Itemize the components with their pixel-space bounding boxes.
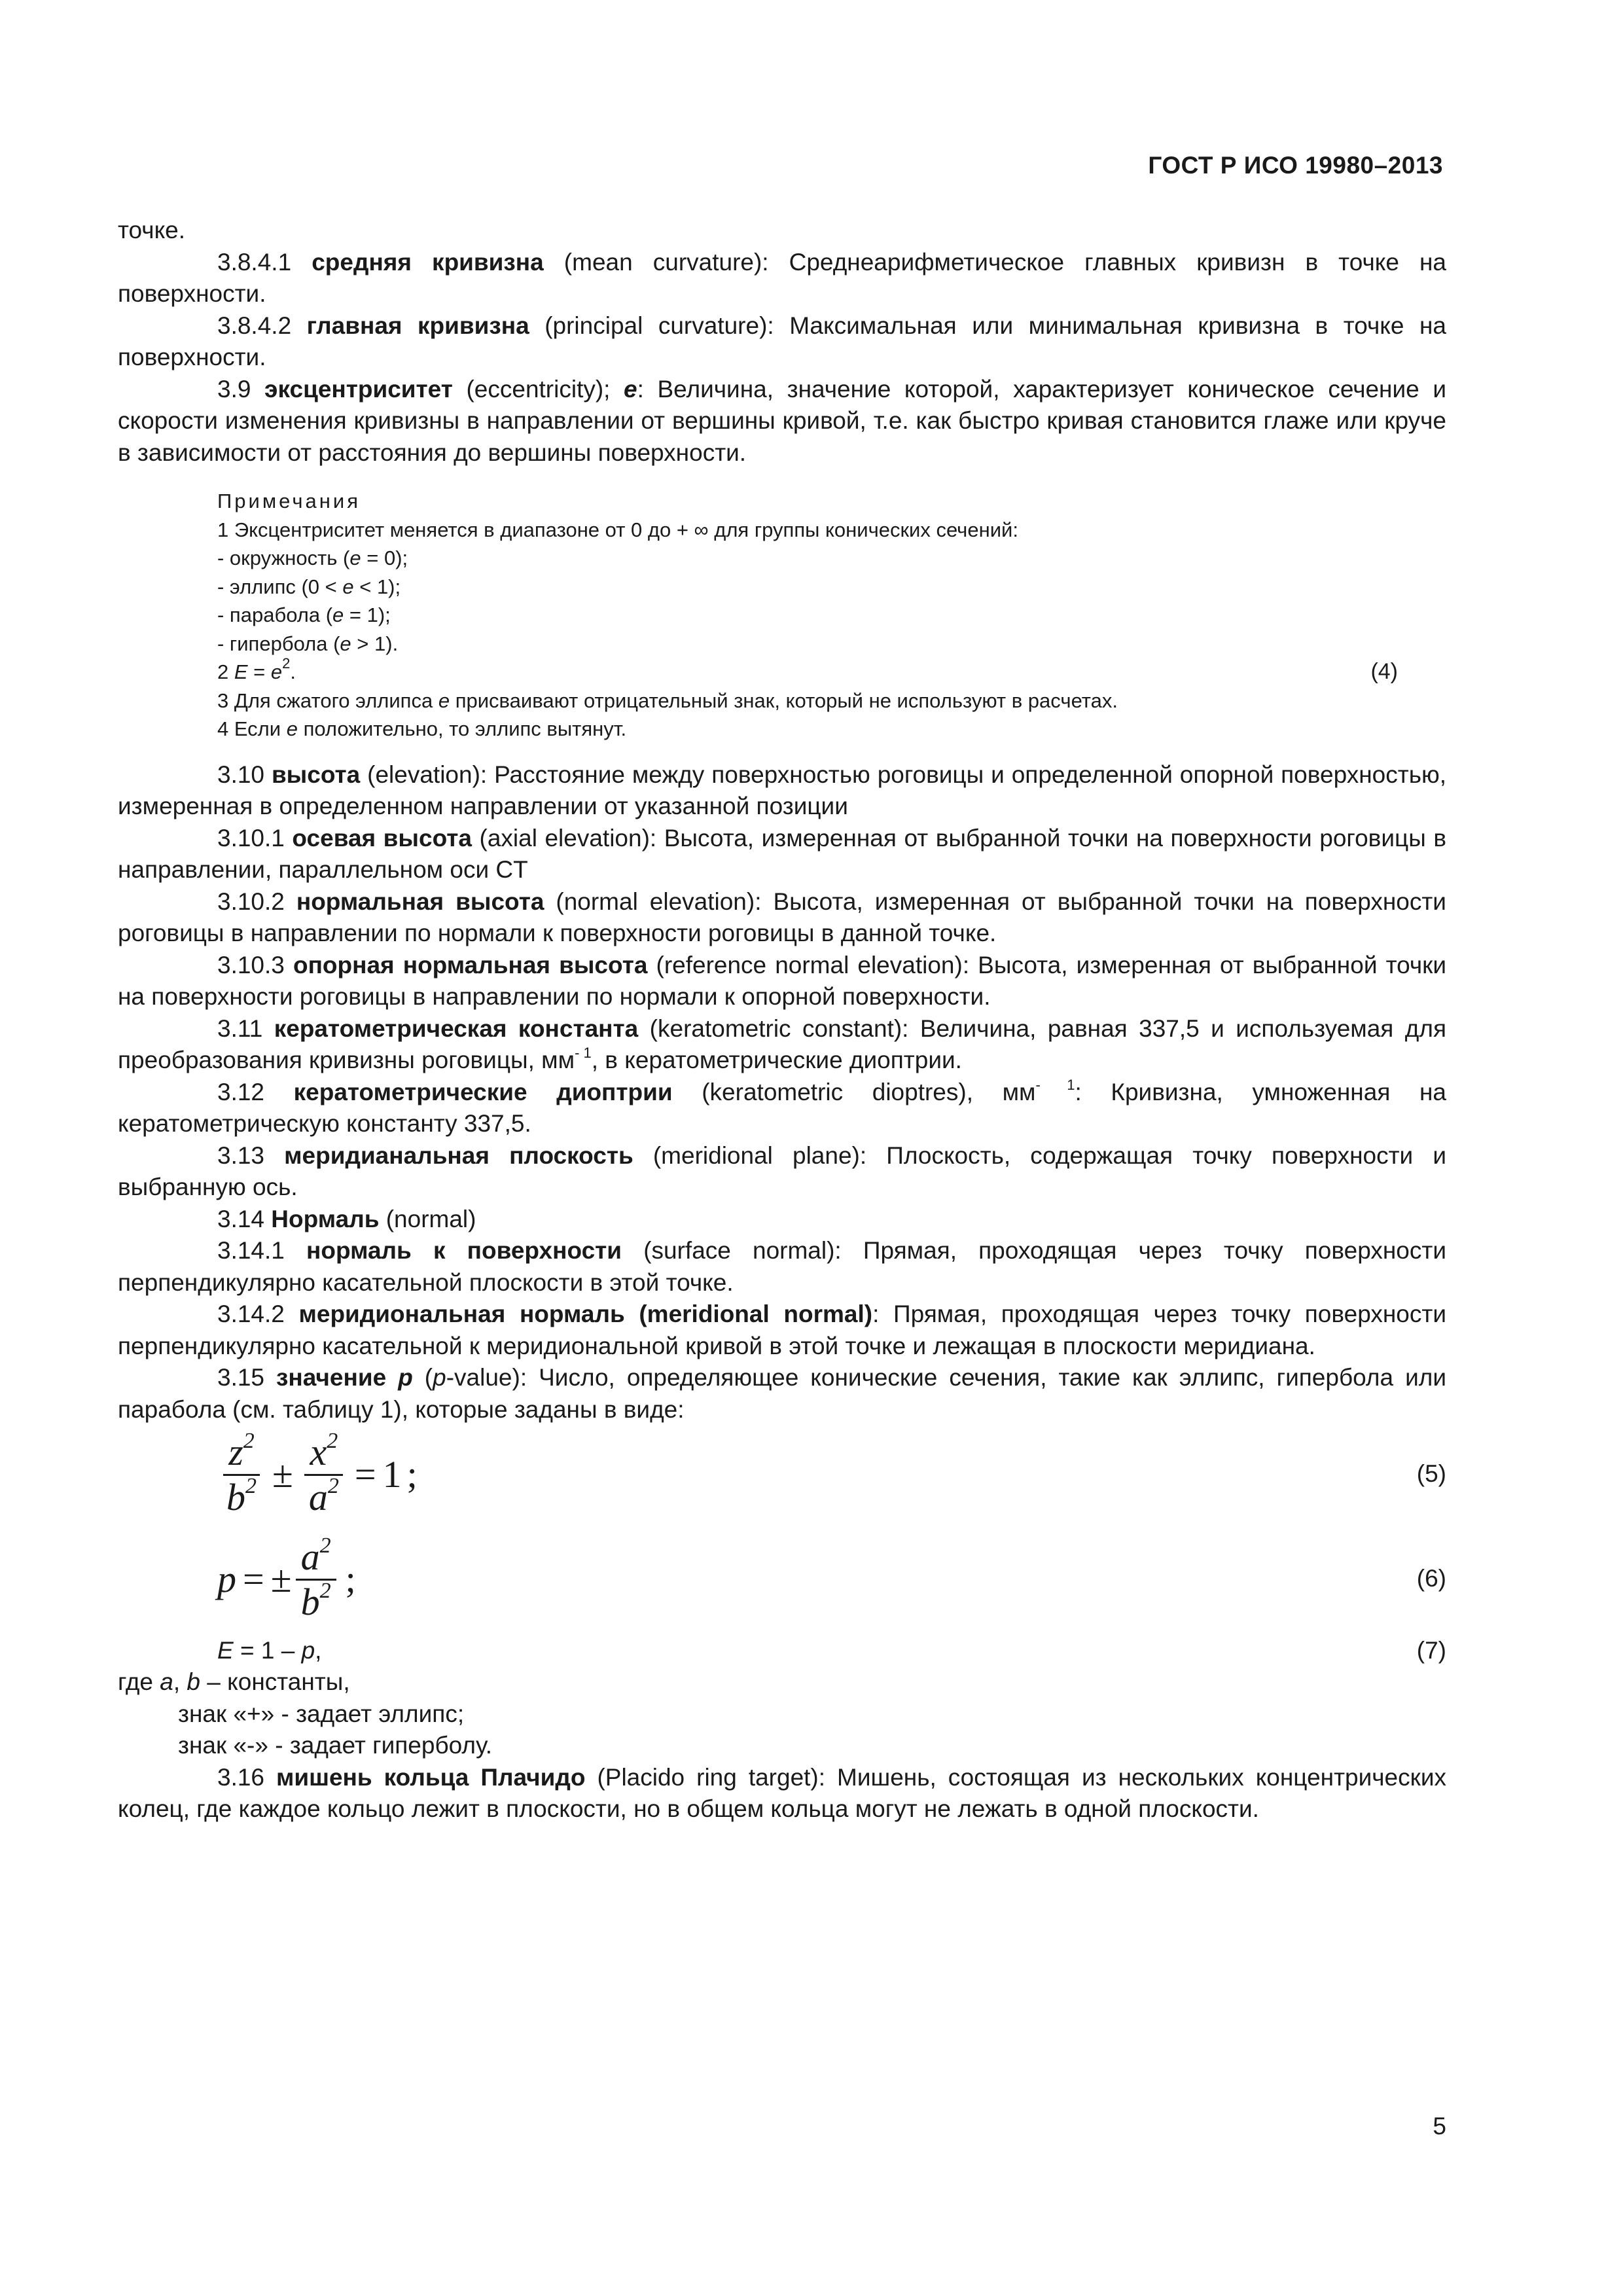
notes-heading: Примечания <box>217 490 361 512</box>
paragraph-3-10-1: 3.10.1 осевая высота (axial elevation): Высота, измеренная от выбранной точки на поверхности роговицы в направлении, параллельном оси CT <box>118 824 1446 883</box>
formula-7 <box>118 1635 1446 1666</box>
paragraph-continuation: точке. <box>118 217 186 243</box>
note-2: 2 $E = e^2$. (4) <box>217 658 1398 687</box>
page-number: 5 <box>1433 2113 1446 2140</box>
fraction-z-over-b: $\frac{z^2}{b^2}$ <box>221 1432 262 1518</box>
equation-number: (5) <box>1416 1460 1446 1487</box>
page-body <box>118 215 1446 1825</box>
paragraph-3-8-4-2: 3.8.4.2 главная кривизна (principal curvature): Максимальная или минимальная кривизна в точке на поверхности. <box>118 312 1446 370</box>
term: средняя кривизна <box>312 248 544 276</box>
paragraph-3-10: 3.10 высота (elevation): Расстояние между поверхностью роговицы и определенной опорной поверхностью, измеренная в определенном направлении от указанной позиции <box>118 761 1447 819</box>
constants-line: где a, b – константы, <box>118 1668 350 1695</box>
term: значение <box>276 1364 399 1391</box>
term: эксцентриситет <box>264 375 453 403</box>
formula-6-expression: p = ± $\frac{a^2}{b^2}$ ; <box>217 1533 356 1623</box>
fraction-a-over-b: $\frac{a^2}{b^2}$ <box>296 1537 336 1623</box>
note-1-hyperbola: - гипербола (e > 1). <box>217 632 399 655</box>
equation-number: (7) <box>1416 1637 1446 1664</box>
paragraph-3-10-3: 3.10.3 опорная нормальная высота (reference normal elevation): Высота, измеренная от выбранной точки на поверхности роговицы в направлении по нормали к опорной поверхности. <box>118 951 1446 1010</box>
formula-7-expression: E = 1 – p, <box>217 1637 322 1664</box>
sign-plus-line: знак «+» - задает эллипс; <box>178 1700 465 1727</box>
term: осевая высота <box>292 824 472 852</box>
paragraph-3-13: 3.13 меридианальная плоскость (meridional plane): Плоскость, содержащая точку поверхности и выбранную ось. <box>118 1141 1447 1200</box>
term: нормаль к поверхности <box>306 1237 622 1264</box>
term: нормальная высота <box>296 888 544 915</box>
term: главная кривизна <box>306 312 529 339</box>
fraction-x-over-a: $\frac{x^2}{a^2}$ <box>304 1432 344 1518</box>
paragraph-3-14: 3.14 Нормаль (normal) <box>217 1205 476 1232</box>
term: высота <box>271 761 361 788</box>
term: меридианальная плоскость <box>284 1141 633 1169</box>
note-1-circle: - окружность (e = 0); <box>217 547 408 569</box>
paragraph-3-16: 3.16 мишень кольца Плачидо (Placido ring target): Мишень, состоящая из нескольких концентрических колец, где каждое кольцо лежит в плоскости, но в общем кольца могут не лежать в одной плоскости. <box>118 1763 1446 1822</box>
term: меридиональная нормаль (meridional normal) <box>298 1300 873 1327</box>
formula-5 <box>118 1426 1446 1524</box>
term: кератометрическая константа <box>274 1014 639 1042</box>
note-1-ellipse: - эллипс (0 < e < 1); <box>217 575 401 598</box>
paragraph-3-14-2: 3.14.2 меридиональная нормаль (meridional normal): Прямая, проходящая через точку поверхности перпендикулярно касательной к меридиональной кривой в этой точке и лежащая в плоскости меридиана. <box>118 1300 1446 1359</box>
note-1-parabola: - парабола (e = 1); <box>217 603 391 626</box>
formula-5-expression: $\frac{z^2}{b^2}$ ± $\frac{x^2}{a^2}$ = 1 ; <box>217 1426 418 1524</box>
term: кератометрические диоптрии <box>293 1078 673 1105</box>
sign-minus-line: знак «-» - задает гиперболу. <box>178 1732 493 1759</box>
paragraph-3-14-1: 3.14.1 нормаль к поверхности (surface normal): Прямая, проходящая через точку поверхности перпендикулярно касательной плоскости в этой точке. <box>118 1237 1446 1296</box>
note-4: 4 Если e положительно, то эллипс вытянут. <box>217 717 627 740</box>
term: мишень кольца Плачидо <box>276 1763 586 1791</box>
term: Нормаль <box>271 1205 380 1232</box>
notes-block <box>217 487 1398 744</box>
equation-number: (4) <box>1370 659 1398 684</box>
symbol: e <box>624 375 637 403</box>
formula-6 <box>118 1524 1446 1635</box>
term: опорная нормальная высота <box>293 951 648 978</box>
note-1: 1 Эксцентриситет меняется в диапазоне от 0 до + ∞ для группы конических сечений: <box>217 518 1018 541</box>
paragraph-3-11: 3.11 кератометрическая константа (keratometric constant): Величина, равная 337,5 и используемая для преобразования кривизны роговицы, $мм^{- 1}$, в кератометрические диоптрии. <box>118 1014 1446 1073</box>
paragraph-3-10-2: 3.10.2 нормальная высота (normal elevation): Высота, измеренная от выбранной точки на поверхности роговицы в направлении по нормали к поверхности роговицы в данной точке. <box>118 888 1446 946</box>
paragraph-3-8-4-1: 3.8.4.1 средняя кривизна (mean curvature): Среднеарифметическое главных кривизн в точке на поверхности. <box>118 248 1446 307</box>
paragraph-3-9: 3.9 эксцентриситет (eccentricity); e: Величина, значение которой, характеризует коническое сечение и скорости изменения кривизны в направлении от вершины кривой, т.е. как быстро кривая становится глаже или круче в зависимости от расстояния до вершины поверхности. <box>118 375 1446 466</box>
paragraph-3-15: 3.15 значение p (p-value): Число, определяющее конические сечения, такие как эллипс, гипербола или парабола (см. таблицу 1), которые заданы в виде: <box>118 1364 1447 1423</box>
equation-number: (6) <box>1416 1565 1446 1592</box>
note-3: 3 Для сжатого эллипса e присваивают отрицательный знак, который не используют в расчетах. <box>217 689 1118 712</box>
standard-header: ГОСТ Р ИСО 19980–2013 <box>1148 152 1443 179</box>
paragraph-3-12: 3.12 кератометрические диоптрии (keratometric dioptres), $мм^{- 1}$: Кривизна, умноженная на кератометрическую константу 337,5. <box>118 1076 1446 1137</box>
